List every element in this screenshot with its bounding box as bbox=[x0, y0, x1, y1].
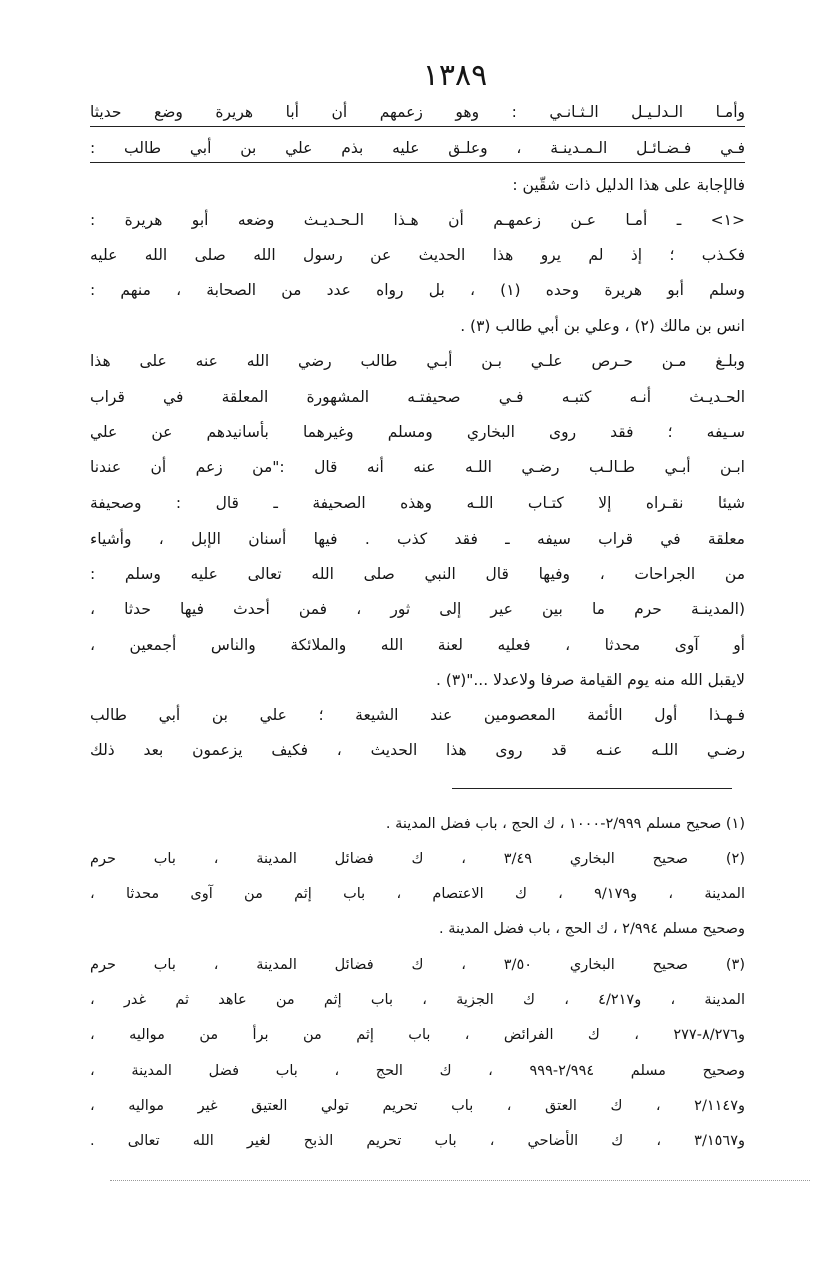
body-line: ابـن أبـي طـالـب رضـي اللـه عنه أنه قال :"من زعم أن عندنا bbox=[90, 458, 745, 476]
body-line: أو آوى محدثا ، فعليه لعنة الله والملائكة والناس أجمعين ، bbox=[90, 636, 745, 654]
body-line: فكـذب ؛ إذ لم يرو هذا الحديث عن رسول الله صلى الله عليه bbox=[90, 246, 745, 264]
footnote-line: المدينة ، و٩/١٧٩ ، ك الاعتصام ، باب إثم من آوى محدثا ، bbox=[90, 886, 745, 902]
body-line: فـي فـضـائـل الـمـدينـة ، وعلـق عليه بذم علي بن أبي طالب : bbox=[90, 136, 745, 163]
footnote-line: (٣) صحيح البخاري ٣/٥٠ ، ك فضائل المدينة ، باب حرم bbox=[90, 957, 745, 973]
body-line: معلقة في قراب سيفه ـ فقد كذب . فيها أسنان الإبل ، وأشياء bbox=[90, 530, 745, 548]
body-line: الحـديـث أنـه كتبـه فـي صحيفتـه المشهورة المعلقة في قراب bbox=[90, 388, 745, 406]
body-line: من الجراحات ، وفيها قال النبي صلى الله تعالى عليه وسلم : bbox=[90, 565, 745, 583]
body-line: شيئا نقـراه إلا كتـاب اللـه وهذه الصحيفة ـ قال : وصحيفة bbox=[90, 494, 745, 512]
scan-edge-line bbox=[110, 1180, 810, 1181]
body-line: (المدينـة حرم ما بين عير إلى ثور ، فمن أحدث فيها حدثا ، bbox=[90, 600, 745, 618]
footnote-separator bbox=[452, 788, 732, 789]
footnote-line: وصحيح مسلم ٢/٩٩٤ ، ك الحج ، باب فضل المدينة . bbox=[438, 921, 745, 937]
footnote-line: المدينة ، و٤/٢١٧ ، ك الجزية ، باب إثم من عاهد ثم غدر ، bbox=[90, 992, 745, 1008]
page-number: ١٣٨٩ bbox=[422, 58, 488, 93]
footnote-line: وصحيح مسلم ٢/٩٩٤-٩٩٩ ، ك الحج ، باب فضل المدينة ، bbox=[90, 1063, 745, 1079]
footnote-line: (١) صحيح مسلم ٢/٩٩٩-١٠٠٠ ، ك الحج ، باب فضل المدينة . bbox=[385, 816, 745, 832]
body-line: وسلم أبو هريرة وحده (١) ، بل رواه عدد من الصحابة ، منهم : bbox=[90, 281, 745, 299]
footnote-line: و٢/١١٤٧ ، ك العتق ، باب تحريم تولي العتيق غير مواليه ، bbox=[90, 1098, 745, 1114]
footnote-line: (٢) صحيح البخاري ٣/٤٩ ، ك فضائل المدينة ، باب حرم bbox=[90, 851, 745, 867]
body-line: وبلـغ مـن حـرص علـي بـن أبـي طالب رضي الله عنه على هذا bbox=[90, 352, 745, 370]
body-line: سـيفه ؛ فقد روى البخاري ومسلم وغيرهما بأسانيدهم عن علي bbox=[90, 423, 745, 441]
footnote-line: و٣/١٥٦٧ ، ك الأضاحي ، باب تحريم الذبح لغير الله تعالى . bbox=[90, 1133, 745, 1149]
body-line: انس بن مالك (٢) ، وعلي بن أبي طالب (٣) . bbox=[460, 317, 745, 335]
body-line: وأمـا الـدلـيـل الـثـانـي : وهو زعمهم أن أبا هريرة وضع حديثا bbox=[90, 100, 745, 127]
body-line: <١> ـ أمـا عـن زعمهـم أن هـذا الـحـديـث وضعه أبو هريرة : bbox=[90, 211, 745, 229]
body-line: فـهـذا أول الأئمة المعصومين عند الشيعة ؛ علي بن أبي طالب bbox=[90, 706, 745, 724]
footnote-line: و٨/٢٧٦-٢٧٧ ، ك الفرائض ، باب إثم من برأ من مواليه ، bbox=[90, 1027, 745, 1043]
body-line: لايقبل الله منه يوم القيامة صرفا ولاعدلا ..."(٣) . bbox=[435, 671, 745, 689]
body-line: رضـي اللـه عنـه قد روى هذا الحديث ، فكيف يزعمون بعد ذلك bbox=[90, 741, 745, 759]
body-line: فالإجابة على هذا الدليل ذات شقّين : bbox=[512, 176, 745, 194]
